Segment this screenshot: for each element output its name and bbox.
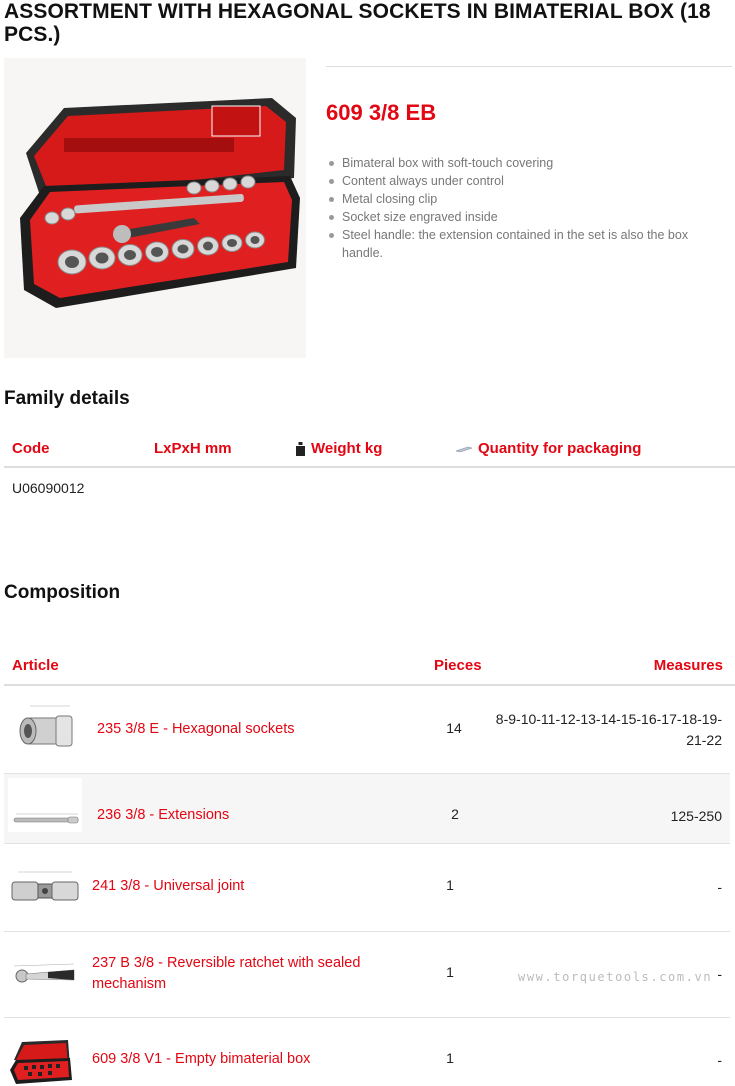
family-table-header [4, 430, 735, 468]
family-details-title: Family details [4, 388, 130, 409]
table-row [4, 844, 730, 932]
product-reference: 609 3/8 EB [326, 100, 437, 125]
article-name-line: 237 B 3/8 - Reversible ratchet with sealed [92, 955, 361, 971]
product-image [4, 58, 306, 358]
article-pieces: 2 [451, 806, 459, 822]
packaging-icon [456, 445, 472, 453]
col-pieces: Pieces [434, 657, 482, 674]
empty-box-icon [8, 1030, 74, 1086]
extension-bar-icon [8, 778, 82, 832]
article-name[interactable] [92, 953, 360, 995]
feature-item: Socket size engraved inside [328, 208, 732, 226]
measures-line: 21-22 [686, 732, 722, 748]
feature-list [328, 154, 732, 262]
article-measures: - [717, 966, 722, 982]
article-measures: 125-250 [670, 808, 722, 824]
watermark: www.torquetools.com.vn [518, 970, 713, 984]
article-pieces: 1 [446, 877, 454, 893]
weight-icon [296, 442, 305, 456]
socket-set-box-photo [4, 58, 306, 358]
col-packaging-label: Quantity for packaging [478, 440, 642, 457]
article-pieces: 1 [446, 1050, 454, 1066]
family-code-value: U06090012 [12, 480, 85, 496]
col-weight-label: Weight kg [311, 440, 383, 457]
measures-line: 8-9-10-11-12-13-14-15-16-17-18-19- [495, 711, 722, 727]
col-weight [296, 440, 382, 457]
article-measures: - [717, 1052, 722, 1068]
col-dimensions: LxPxH mm [154, 440, 232, 457]
hex-socket-icon [8, 698, 82, 764]
header-divider [326, 66, 732, 67]
feature-item: Steel handle: the extension contained in the set is also the box handle. [328, 226, 732, 262]
table-row [4, 688, 730, 774]
col-packaging [456, 440, 641, 457]
composition-title: Composition [4, 582, 121, 603]
article-measures [496, 709, 722, 751]
article-name[interactable]: 235 3/8 E - Hexagonal sockets [97, 721, 295, 737]
table-row [4, 1018, 730, 1086]
article-measures: - [717, 879, 722, 895]
composition-table-header [4, 646, 735, 686]
product-title: ASSORTMENT WITH HEXAGONAL SOCKETS IN BIMATERIAL BOX (18 PCS.) [4, 0, 711, 46]
col-measures: Measures [653, 657, 723, 674]
table-row [4, 774, 730, 844]
article-name[interactable]: 236 3/8 - Extensions [97, 807, 230, 823]
universal-joint-icon [8, 860, 82, 916]
article-pieces: 14 [446, 720, 462, 736]
feature-item: Content always under control [328, 172, 732, 190]
ratchet-icon [8, 938, 78, 1008]
article-pieces: 1 [446, 964, 454, 980]
feature-item: Metal closing clip [328, 190, 732, 208]
article-name[interactable]: 609 3/8 V1 - Empty bimaterial box [92, 1051, 311, 1067]
article-name[interactable]: 241 3/8 - Universal joint [92, 878, 245, 894]
col-code: Code [12, 440, 50, 457]
col-article: Article [12, 657, 59, 674]
feature-item: Bimateral box with soft-touch covering [328, 154, 732, 172]
article-name-line: mechanism [92, 976, 167, 992]
